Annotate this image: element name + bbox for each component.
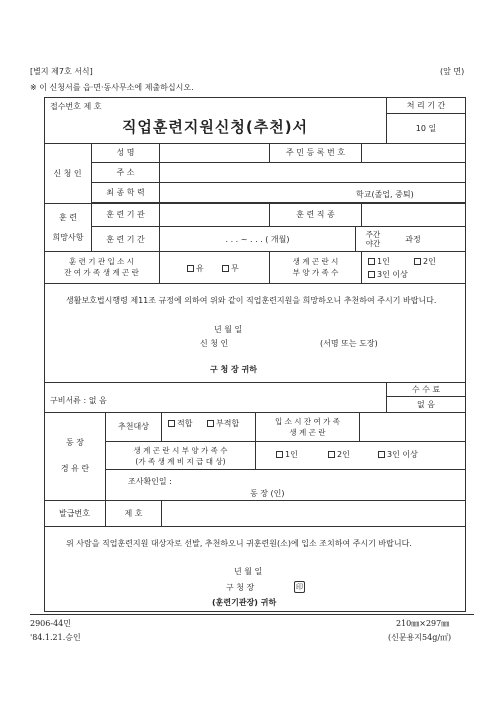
statement-text: 생활보호법시행령 제11조 규정에 의하여 위와 같이 직업훈련지원을 희망하오니 추천하여 주시기 바랍니다. [66, 296, 437, 305]
investigation-date: 조사확인일 : [128, 477, 172, 486]
dong-hardship-label: 입 소 시 잔 여 가 족 생 계 곤 란 [256, 412, 360, 442]
receipt-number: 접수번호 제 호 [50, 102, 102, 111]
institution-field[interactable] [160, 203, 270, 227]
issue-label: 발급번호 [44, 500, 106, 527]
training-label-2: 희망사항 [52, 232, 84, 242]
form-code: 2906-44민 [30, 619, 71, 628]
hardship-yes[interactable]: 유 [187, 263, 204, 274]
day-night-label: 주간 야간 [365, 230, 381, 248]
issue-text: 위 사람을 직업훈련지원 대상자로 선발, 추천하오니 귀훈련원(소)에 입소 조치하여 주시기 바랍니다. [66, 539, 412, 548]
footer-divider [30, 614, 474, 615]
checkbox-icon [276, 451, 283, 458]
training-period-label: 훈 련 기 간 [92, 227, 160, 251]
dong-label-1: 동 장 [66, 437, 84, 447]
paper-size: 210㎜×297㎜ [396, 619, 450, 628]
statement-applicant: 신 청 인 [200, 339, 229, 348]
education-value: 학교(졸업, 중퇴) [356, 190, 414, 199]
checkbox-icon [414, 258, 421, 265]
training-period-value[interactable]: . . . ~ . . . ( 개월) [160, 227, 356, 251]
dong-hardship-field[interactable] [360, 412, 466, 442]
dong-dependents-3[interactable]: 3인 이상 [378, 449, 418, 460]
issue-number[interactable]: 제 호 [106, 500, 162, 527]
occupation-field[interactable] [362, 203, 466, 227]
issue-date: 년 월 일 [234, 567, 263, 576]
checkbox-icon [368, 258, 375, 265]
education-label: 최 종 학 력 [92, 183, 160, 203]
form-title: 직업훈련지원신청(추천)서 [121, 117, 309, 136]
required-docs: 구비서류 : 없 음 [50, 396, 107, 405]
checkbox-icon [368, 271, 375, 278]
issue-to: (훈련기관장) 귀하 [212, 598, 277, 607]
checkbox-icon [328, 451, 335, 458]
statement-to: 구 청 장 귀하 [210, 365, 257, 374]
dong-dependents-1[interactable]: 1인 [276, 449, 298, 460]
period-value: 10 일 [415, 124, 437, 133]
institution-label: 훈 련 기 관 [92, 203, 160, 227]
education-field[interactable] [160, 183, 466, 203]
fee-label: 수 수 료 [386, 382, 466, 397]
submit-note: ※ 이 신청서를 읍·면·동사무소에 제출하십시오. [30, 83, 194, 92]
course-label: 과정 [405, 234, 421, 244]
dong-label-2: 경 유 란 [60, 463, 90, 473]
hardship-no[interactable]: 무 [222, 263, 239, 274]
issue-seal [294, 581, 305, 593]
hardship-options [160, 251, 270, 283]
statement-sign: (서명 또는 도장) [320, 339, 378, 348]
form-number: [별지 제7호 서식] [30, 67, 93, 76]
dependents-1[interactable]: 1인 [368, 256, 390, 267]
checkbox-icon [187, 265, 194, 272]
name-field[interactable] [160, 143, 270, 163]
checkbox-icon [378, 451, 385, 458]
paper-type: (신문용지54g/㎡) [388, 633, 452, 642]
dong-dependents-label: 생 계 곤 란 시 부 양 가 족 수 (가 족 생 계 비 지 급 대 상) [106, 442, 256, 470]
target-unfit[interactable]: 부적합 [207, 418, 239, 429]
dependents-2[interactable]: 2인 [414, 256, 436, 267]
occupation-label: 훈 련 직 종 [270, 203, 362, 227]
checkbox-icon [207, 420, 214, 427]
name-label: 성 명 [92, 143, 160, 163]
resident-no-label: 주 민 등 록 번 호 [270, 143, 362, 163]
training-label-1: 훈 련 [59, 212, 77, 222]
target-label: 추천대상 [106, 412, 162, 442]
issue-head: 구 청 장 [226, 583, 255, 592]
dong-dependents-2[interactable]: 2인 [328, 449, 350, 460]
checkbox-icon [168, 420, 175, 427]
front-label: (앞 면) [440, 67, 465, 76]
resident-no-field[interactable] [362, 143, 466, 163]
fee-value: 없 음 [417, 400, 435, 409]
dong-head: 동 장 (인) [250, 489, 285, 498]
statement-date: 년 월 일 [214, 325, 243, 334]
seal-icon: 印 [296, 583, 303, 591]
period-label: 처 리 기 간 [386, 97, 466, 114]
address-field[interactable] [160, 163, 466, 183]
target-fit[interactable]: 적합 [168, 418, 192, 429]
checkbox-icon [222, 265, 229, 272]
dependents-label: 생 계 곤 란 시 부 양 가 족 수 [270, 251, 362, 283]
dependents-3[interactable]: 3인 이상 [368, 269, 408, 280]
hardship-label: 훈 련 기 관 입 소 시 잔 여 가 족 생 계 곤 란 [44, 251, 160, 283]
divider [44, 283, 466, 284]
address-label: 주 소 [92, 163, 160, 183]
dong-label-box [44, 412, 106, 500]
applicant-label: 신 청 인 [44, 143, 92, 203]
approval-date: '84.1.21.승인 [30, 633, 81, 642]
